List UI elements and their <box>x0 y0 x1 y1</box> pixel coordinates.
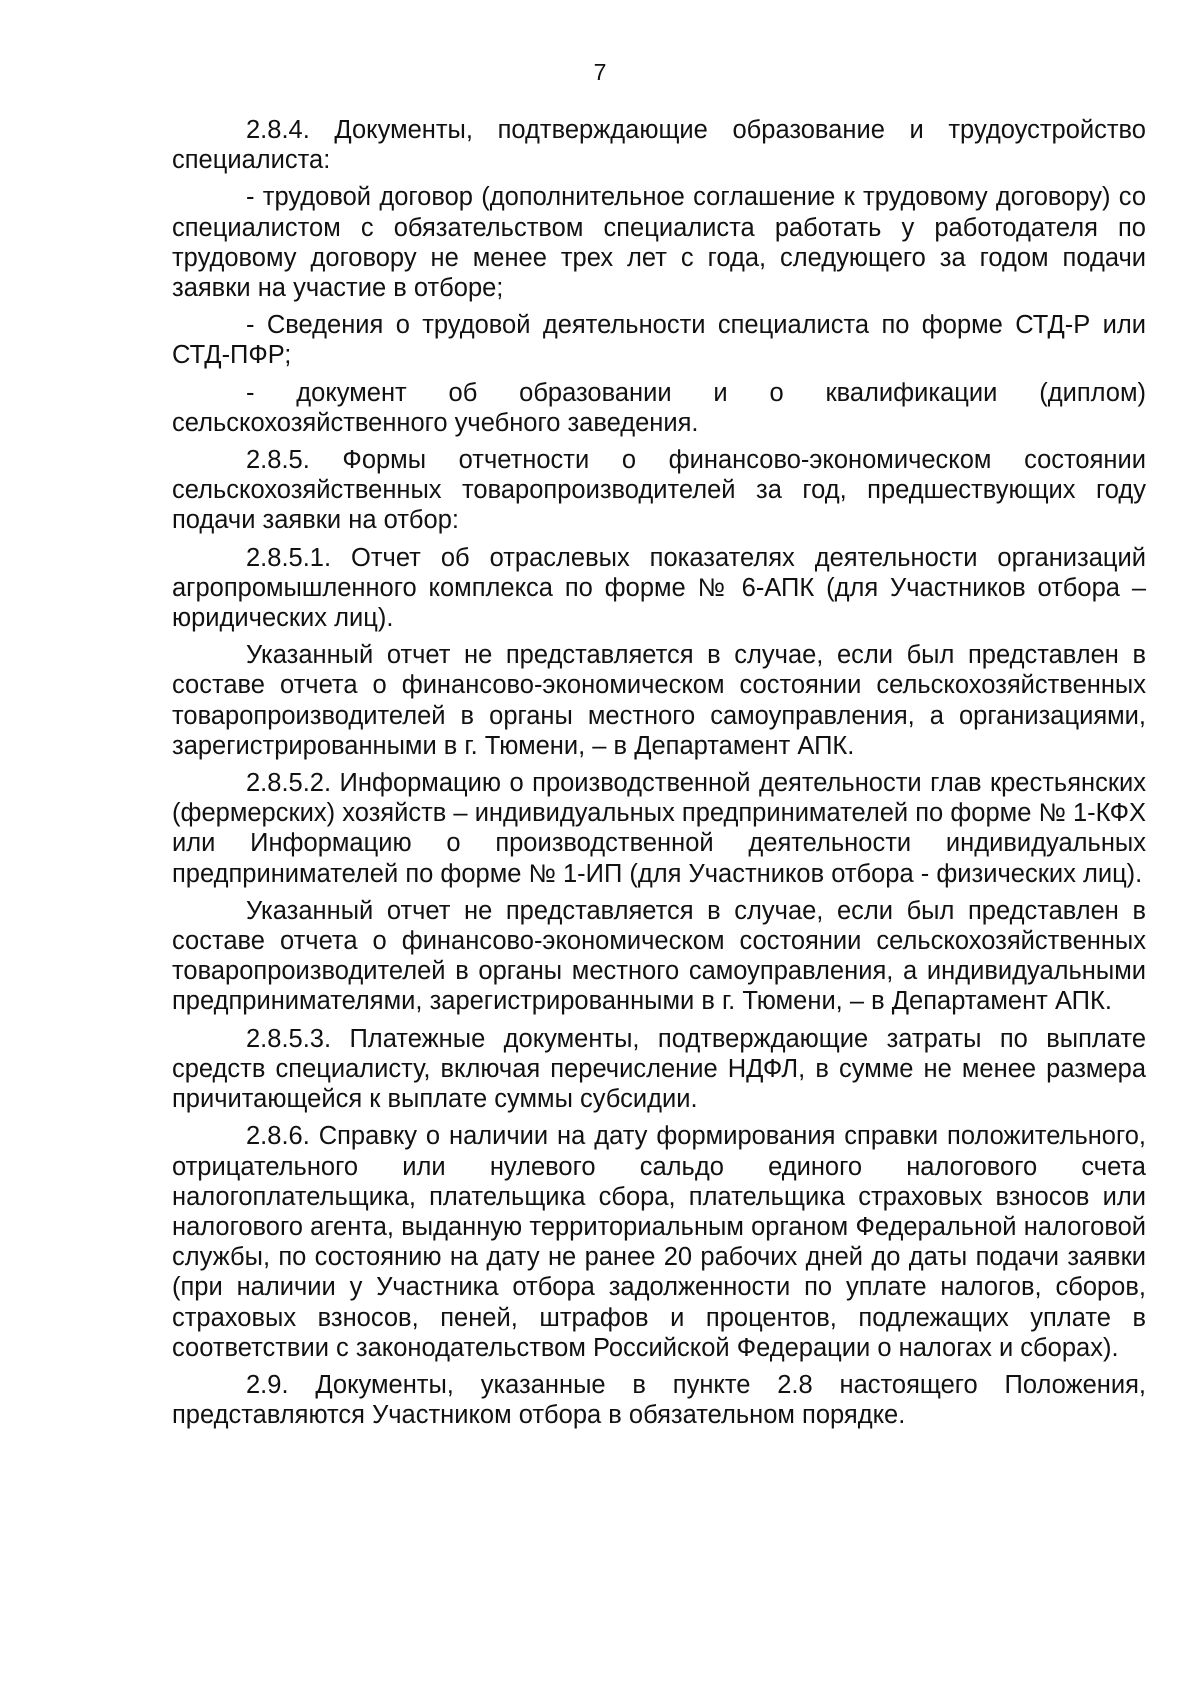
document-body <box>172 115 1146 1437</box>
paragraph-2-8-6: 2.8.6. Справку о наличии на дату формирования справки положительного, отрицательного или нулевого сальдо единого налогового счета налогоплательщика, плательщика сбора, плательщика страховых взносов или налогового агента, выданную территориальным органом Федеральной налоговой службы, по состоянию на дату не ранее 20 рабочих дней до даты подачи заявки (при наличии у Участника отбора задолженности по уплате налогов, сборов, страховых взносов, пеней, штрафов и процентов, подлежащих уплате в соответствии с законодательством Российской Федерации о налогах и сборах). <box>172 1122 1146 1362</box>
paragraph-diploma: - документ об образовании и о квалификации (диплом) сельскохозяйственного учебного заведения. <box>172 378 1146 437</box>
paragraph-labor-contract: - трудовой договор (дополнительное соглашение к трудовому договору) со специалистом с обязательством специалиста работать у работодателя по трудовому договору не менее трех лет с года, следующего за годом подачи заявки на участие в отборе; <box>172 183 1146 303</box>
paragraph-2-8-5-2: 2.8.5.2. Информацию о производственной деятельности глав крестьянских (фермерских) хозяйств – индивидуальных предпринимателей по форме № 1-КФХ или Информацию о производственной деятельности индивидуальных предпринимателей по форме № 1-ИП (для Участников отбора - физических лиц). <box>172 769 1146 888</box>
paragraph-2-9: 2.9. Документы, указанные в пункте 2.8 настоящего Положения, представляются Участником отбора в обязательном порядке. <box>172 1370 1146 1430</box>
paragraph-2-8-5-3: 2.8.5.3. Платежные документы, подтверждающие затраты по выплате средств специалисту, включая перечисление НДФЛ, в сумме не менее размера причитающейся к выплате суммы субсидии. <box>172 1024 1146 1114</box>
paragraph-2-8-4: 2.8.4. Документы, подтверждающие образование и трудоустройство специалиста: <box>172 116 1146 175</box>
paragraph-2-8-5: 2.8.5. Формы отчетности о финансово-экономическом состоянии сельскохозяйственных товаропроизводителей за год, предшествующих году подачи заявки на отбор: <box>172 446 1146 535</box>
paragraph-2-8-5-1: 2.8.5.1. Отчет об отраслевых показателях деятельности организаций агропромышленного комплекса по форме № 6-АПК (для Участников отбора – юридических лиц). <box>172 543 1146 633</box>
paragraph-report-note-1: Указанный отчет не представляется в случае, если был представлен в составе отчета о финансово-экономическом состоянии сельскохозяйственных товаропроизводителей в органы местного самоуправления, а организациями, зарегистрированными в г. Тюмени, – в Департамент АПК. <box>172 641 1146 760</box>
paragraph-employment-info: - Сведения о трудовой деятельности специалиста по форме СТД-Р или СТД-ПФР; <box>172 311 1146 370</box>
page-number: 7 <box>593 59 607 85</box>
paragraph-report-note-2: Указанный отчет не представляется в случае, если был представлен в составе отчета о финансово-экономическом состоянии сельскохозяйственных товаропроизводителей в органы местного самоуправления, а индивидуальными предпринимателями, зарегистрированными в г. Тюмени, – в Департамент АПК. <box>172 896 1146 1016</box>
